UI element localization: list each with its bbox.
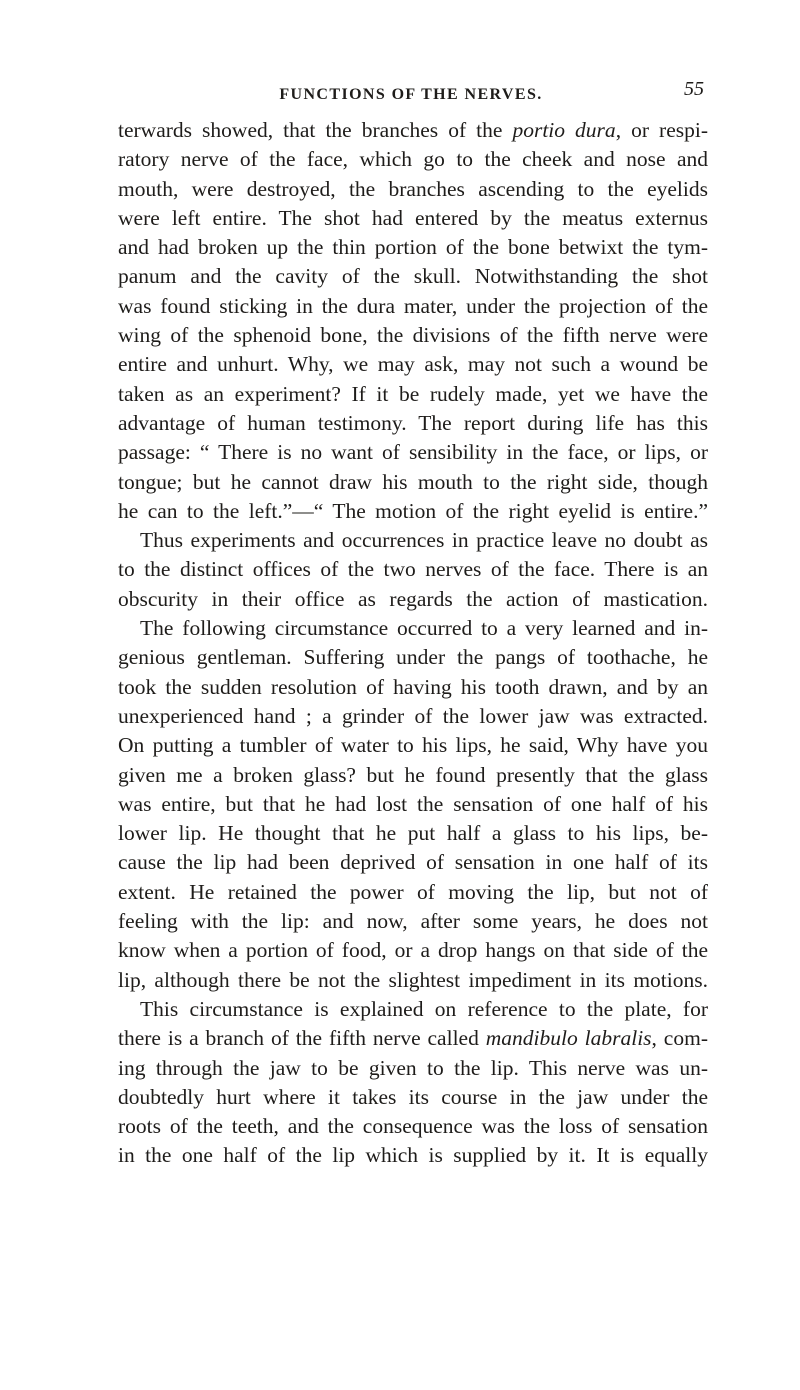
text-line: was found sticking in the dura mater, under the projection of the (118, 293, 708, 318)
text-line: took the sudden resolution of having his tooth drawn, and by an (118, 674, 708, 699)
running-head: FUNCTIONS OF THE NERVES. (279, 86, 543, 103)
text-line: was entire, but that he had lost the sensation of one half of his (118, 791, 708, 816)
body-text (118, 116, 708, 1171)
text-line: doubtedly hurt where it takes its course in the jaw under the (118, 1084, 708, 1109)
text-line: genious gentleman. Suffering under the pangs of toothache, he (118, 645, 708, 670)
text-line: On putting a tumbler of water to his lips, he said, Why have you (118, 733, 708, 758)
text-line: there is a branch of the fifth nerve called mandibulo labralis, com- (118, 1026, 708, 1051)
text-line: tongue; but he cannot draw his mouth to the right side, though (118, 469, 708, 494)
text-line: lip, although there be not the slightest impediment in its motions. (118, 967, 708, 992)
text-line: were left entire. The shot had entered by the meatus externus (118, 205, 708, 230)
text-line: roots of the teeth, and the consequence was the loss of sensation (118, 1114, 708, 1139)
text-line: feeling with the lip: and now, after some years, he does not (118, 909, 708, 934)
text-line: ratory nerve of the face, which go to the cheek and nose and (118, 147, 708, 172)
text-line: in the one half of the lip which is supplied by it. It is equally (118, 1143, 708, 1168)
text-line: to the distinct offices of the two nerves of the face. There is an (118, 557, 708, 582)
text-line: ing through the jaw to be given to the lip. This nerve was un- (118, 1055, 708, 1080)
text-line: cause the lip had been deprived of sensation in one half of its (118, 850, 708, 875)
latin-term: mandibulo labralis (485, 1026, 652, 1051)
text-line: wing of the sphenoid bone, the divisions of the fifth nerve were (118, 323, 708, 348)
page-number: 55 (684, 78, 704, 100)
text-line: obscurity in their office as regards the action of mastication. (118, 586, 708, 611)
text-line: know when a portion of food, or a drop hangs on that side of the (118, 938, 708, 963)
text-line: passage: “ There is no want of sensibility in the face, or lips, or (118, 440, 708, 465)
text-line: extent. He retained the power of moving the lip, but not of (118, 879, 708, 904)
text-line: Thus experiments and occurrences in practice leave no doubt as (140, 528, 708, 553)
latin-term: portio dura (512, 118, 616, 142)
page-header (118, 78, 704, 110)
text-line: advantage of human testimony. The report during life has this (118, 410, 708, 435)
text-line: lower lip. He thought that he put half a glass to his lips, be- (118, 821, 708, 846)
text-line: mouth, were destroyed, the branches ascending to the eyelids (118, 176, 708, 201)
text-line: he can to the left.”—“ The motion of the right eyelid is entire.” (118, 498, 708, 523)
text-line: and had broken up the thin portion of the bone betwixt the tym- (118, 235, 708, 260)
text-line: This circumstance is explained on reference to the plate, for (140, 996, 708, 1021)
text-line: panum and the cavity of the skull. Notwithstanding the shot (118, 264, 708, 289)
text-line: taken as an experiment? If it be rudely made, yet we have the (118, 381, 708, 406)
text-line: given me a broken glass? but he found presently that the glass (118, 762, 708, 787)
text-line: terwards showed, that the branches of the portio dura, or respi- (118, 118, 708, 142)
text-line: The following circumstance occurred to a very learned and in- (140, 616, 708, 641)
text-line: unexperienced hand ; a grinder of the lower jaw was extracted. (118, 703, 708, 728)
text-line: entire and unhurt. Why, we may ask, may not such a wound be (118, 352, 708, 377)
